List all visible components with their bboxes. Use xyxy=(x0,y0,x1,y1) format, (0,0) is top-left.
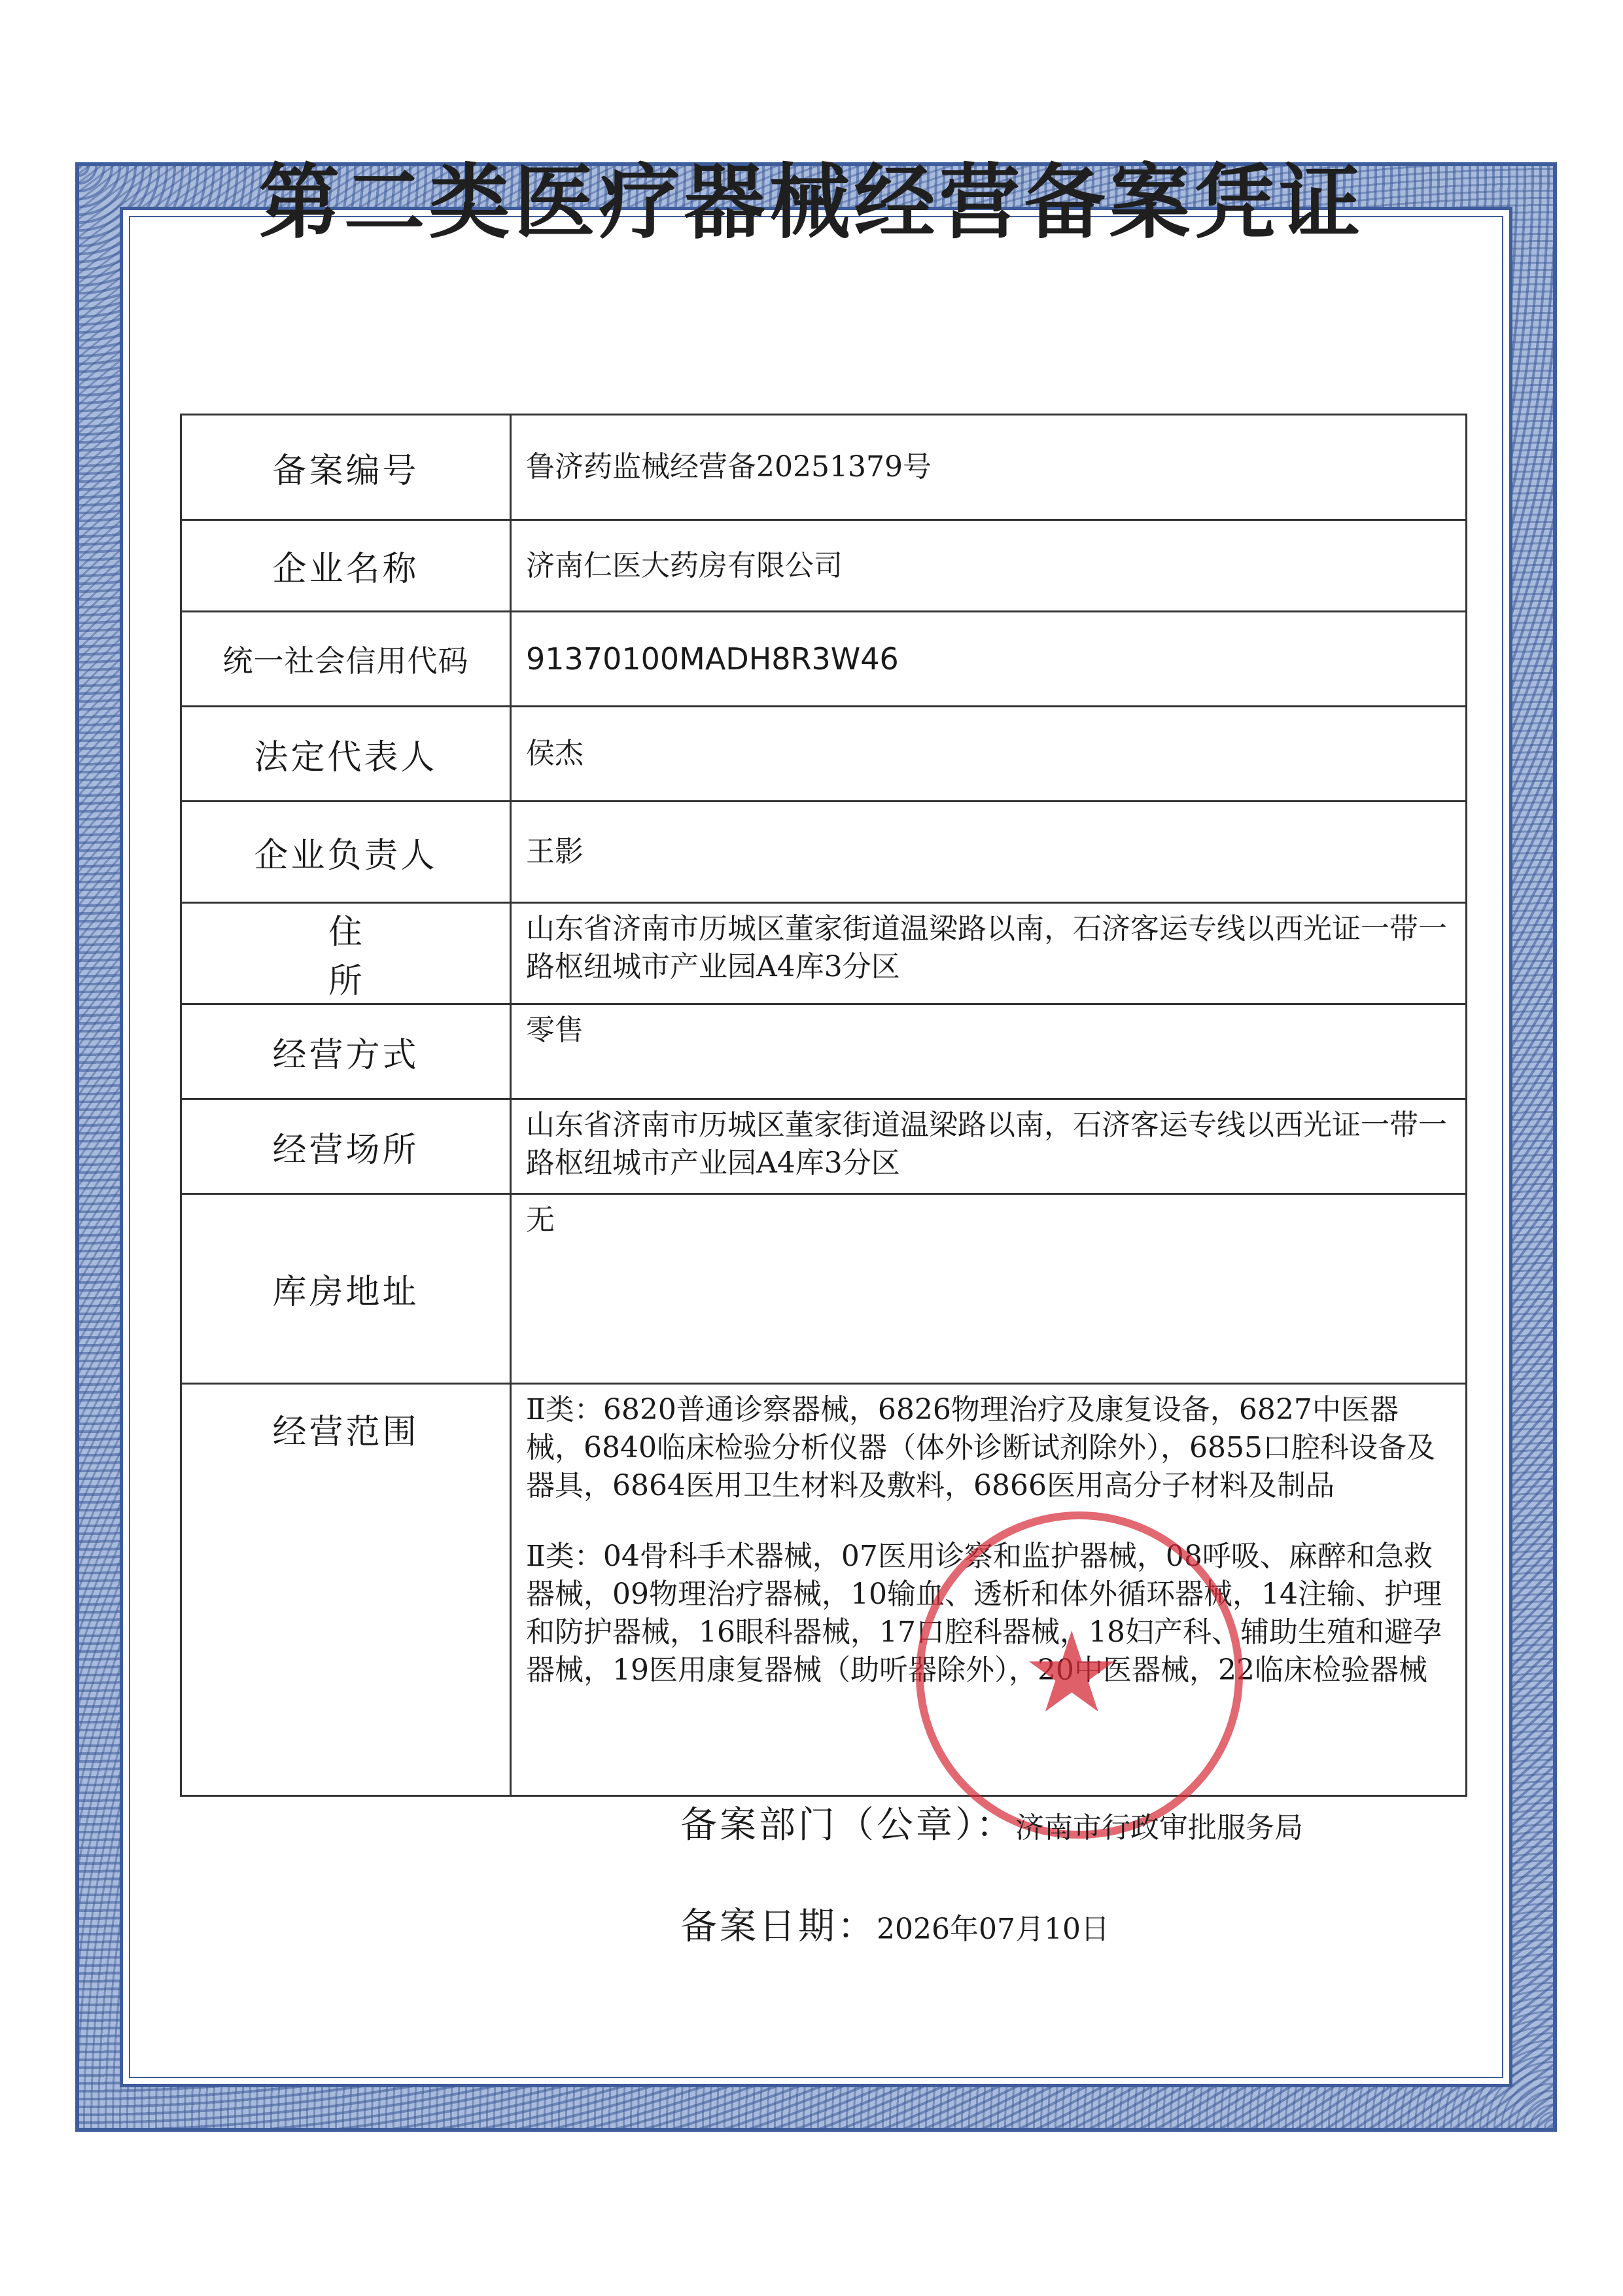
table-row xyxy=(181,707,1467,802)
scope-paragraph-1: Ⅱ类：6820普通诊察器械，6826物理治疗及康复设备，6827中医器械，6840临床检验分析仪器（体外诊断试剂除外），6855口腔科设备及器具，6864医用卫生材料及敷料，6866医用高分子材料及制品 xyxy=(526,1393,1435,1502)
label-business-mode: 经营方式 xyxy=(181,1004,511,1099)
seal-star-icon: ★ xyxy=(1022,1608,1122,1738)
table-row xyxy=(181,1384,1467,1796)
table-row xyxy=(181,612,1467,707)
value-warehouse-address: 无 xyxy=(511,1194,1467,1384)
record-table xyxy=(180,414,1467,1797)
table-row xyxy=(181,520,1467,612)
label-residence: 住所 xyxy=(181,903,511,1004)
filing-date-value: 2026年07月10日 xyxy=(877,1913,1109,1946)
value-residence: 山东省济南市历城区董家街道温梁路以南，石济客运专线以西光证一带一路枢纽城市产业园A4库3分区 xyxy=(511,903,1467,1004)
table-row xyxy=(181,1004,1467,1099)
table-row xyxy=(181,802,1467,903)
value-credit-code: 91370100MADH8R3W46 xyxy=(511,612,1467,707)
filing-department-value: 济南市行政审批服务局 xyxy=(1015,1811,1303,1845)
label-company-name: 企业名称 xyxy=(181,520,511,612)
label-record-number: 备案编号 xyxy=(181,415,511,520)
scope-paragraph-2: Ⅱ类：04骨科手术器械，07医用诊察和监护器械，08呼吸、麻醉和急救器械，09物理治疗器械，10输血、透析和体外循环器械，14注输、护理和防护器械，16眼科器械，17口腔科器械，18妇产科、辅助生殖和避孕器械，19医用康复器械（助听器除外），20中医器械，22临床检验器械 xyxy=(526,1540,1442,1687)
label-warehouse-address: 库房地址 xyxy=(181,1194,511,1384)
label-legal-rep: 法定代表人 xyxy=(181,707,511,802)
filing-department-label: 备案部门（公章）： xyxy=(680,1804,1015,1846)
table-row xyxy=(181,415,1467,520)
value-legal-rep: 侯杰 xyxy=(511,707,1467,802)
filing-date xyxy=(680,1898,1109,1950)
table-row xyxy=(181,1099,1467,1194)
value-business-mode: 零售 xyxy=(511,1004,1467,1099)
value-record-number: 鲁济药监械经营备20251379号 xyxy=(511,415,1467,520)
filing-department xyxy=(680,1796,1303,1848)
label-credit-code: 统一社会信用代码 xyxy=(181,612,511,707)
value-person-in-charge: 王影 xyxy=(511,802,1467,903)
value-business-premises: 山东省济南市历城区董家街道温梁路以南，石济客运专线以西光证一带一路枢纽城市产业园A4库3分区 xyxy=(511,1099,1467,1194)
label-business-premises: 经营场所 xyxy=(181,1099,511,1194)
label-person-in-charge: 企业负责人 xyxy=(181,802,511,903)
official-seal xyxy=(916,1511,1243,1839)
certificate-title: 第二类医疗器械经营备案凭证 xyxy=(258,155,1365,250)
table-row xyxy=(181,903,1467,1004)
table-row xyxy=(181,1194,1467,1384)
filing-date-label: 备案日期： xyxy=(680,1905,877,1948)
value-company-name: 济南仁医大药房有限公司 xyxy=(511,520,1467,612)
label-business-scope: 经营范围 xyxy=(181,1384,511,1796)
